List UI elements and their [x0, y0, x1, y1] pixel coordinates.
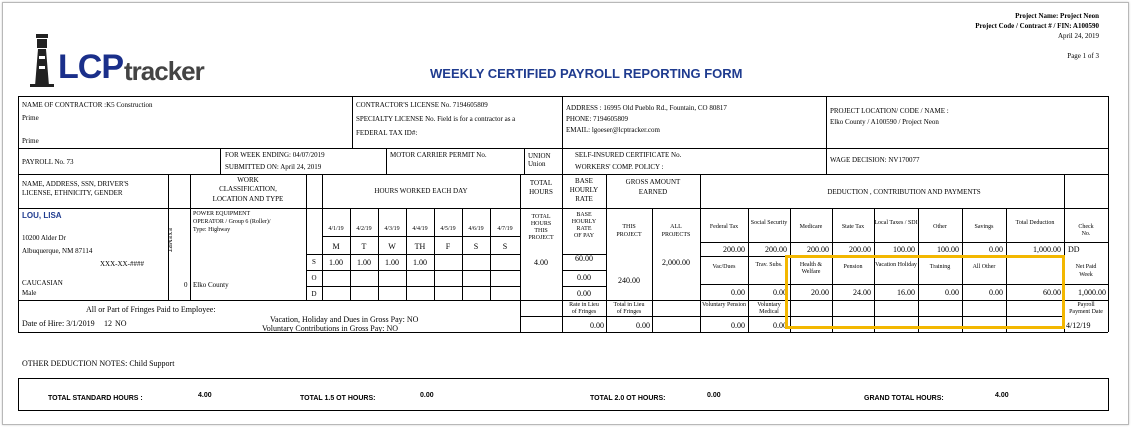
other-deduction-notes: OTHER DEDUCTION NOTES: Child Support: [22, 359, 175, 368]
total-standard-label: TOTAL STANDARD HOURS :: [48, 395, 143, 402]
date-cell: 4/5/19: [440, 226, 456, 232]
deduction-header-cell: Vac/Dues: [712, 264, 736, 270]
work-class-2: OPERATOR / Group 6 (Roller)/: [193, 219, 271, 225]
union-value: Union: [528, 160, 546, 168]
rate-straight: 60.00: [575, 254, 593, 263]
deduction-value: 200.00: [807, 245, 829, 254]
check-number-value: DD: [1068, 245, 1080, 254]
form-title: WEEKLY CERTIFIED PAYROLL REPORTING FORM: [430, 66, 743, 81]
deduction-header-cell: Federal Tax: [709, 224, 739, 230]
date-cell: 4/7/19: [497, 226, 513, 232]
deduction-header-cell: Voluntary Pension: [701, 302, 747, 308]
work-class-1: POWER EQUIPMENT: [193, 211, 251, 217]
grand-total-label: GRAND TOTAL HOURS:: [864, 395, 944, 402]
motor-carrier-permit: MOTOR CARRIER PERMIT No.: [390, 151, 487, 159]
deduction-header-cell: State Tax: [841, 224, 865, 230]
day-cell: W: [388, 242, 396, 251]
project-name: Project Name: Project Neon: [1015, 12, 1099, 20]
this-project-value: 240.00: [618, 276, 640, 285]
deduction-header-cell: Total Deduction: [1015, 220, 1055, 226]
net-paid-header-1: Net Paid: [1075, 264, 1097, 270]
vacation-dues: Vacation, Holiday and Dues in Gross Pay: NO: [270, 315, 419, 324]
total-project-header-1: TOTAL: [531, 214, 551, 220]
work-class-header-1: WORK: [237, 176, 259, 184]
fringe-lieu-header-1: Rate in Lieu: [569, 302, 599, 308]
federal-tax-id: FEDERAL TAX ID#:: [356, 129, 418, 137]
highlight-box: [785, 255, 1065, 329]
deduction-value: 1,000.00: [1033, 245, 1061, 254]
total-ot15-label: TOTAL 1.5 OT HOURS:: [300, 395, 376, 402]
submitted-on: SUBMITTED ON: April 24, 2019: [225, 163, 322, 171]
employee-address-2: Albuquerque, NM 87114: [22, 247, 93, 255]
deduction-value: 100.00: [893, 245, 915, 254]
name-column-header-1: NAME, ADDRESS, SSN, DRIVER'S: [22, 180, 129, 188]
date-of-hire: Date of Hire: 3/1/2019: [22, 319, 95, 328]
contractor-license: CONTRACTOR'S LICENSE No. 7194605809: [356, 101, 488, 109]
all-projects-value: 2,000.00: [662, 258, 690, 267]
page-number: Page 1 of 3: [1067, 52, 1099, 60]
voluntary-contributions: Voluntary Contributions in Gross Pay: NO: [262, 324, 399, 333]
deduction-value: 60.00: [1043, 288, 1061, 297]
this-project-header-1: THIS: [622, 224, 636, 230]
deduction-header-cell: Training: [929, 264, 951, 270]
total-project-header-3: THIS: [534, 228, 548, 234]
deduction-header-cell: Trav. Subs.: [755, 262, 783, 268]
self-insured-cert: SELF-INSURED CERTIFICATE No.: [575, 151, 682, 159]
payroll-date-header-2: Payment Date: [1069, 309, 1103, 315]
row-straight: S: [312, 258, 316, 266]
hours-cell: 1.00: [329, 258, 343, 267]
base-rate-header-3: RATE: [575, 195, 593, 203]
fringe-total-header-2: of Fringes: [616, 309, 642, 315]
date-cell: 4/4/19: [412, 226, 428, 232]
logo-lcp: LCP: [58, 48, 123, 86]
contractor-name: NAME OF CONTRACTOR :K5 Construction: [22, 101, 153, 109]
day-cell: S: [502, 242, 508, 251]
work-class-header-3: LOCATION AND TYPE: [212, 195, 284, 203]
fringe-lieu-value: 0.00: [590, 321, 604, 330]
employee-gender: Male: [22, 289, 37, 297]
work-class-header-2: CLASSIFICATION,: [219, 185, 277, 193]
hire-twelve: 12: [104, 319, 112, 328]
deduction-value: 0.00: [773, 288, 787, 297]
payroll-date-header-1: Payroll: [1077, 302, 1095, 308]
name-column-header-2: LICENSE, ETHNICITY, GENDER: [22, 189, 123, 197]
rate-double: 0.00: [577, 289, 591, 298]
specialty-license: SPECIALTY LICENSE No. Field is for a contractor as a: [356, 115, 516, 123]
wage-decision: WAGE DECISION: NV170077: [830, 156, 920, 164]
total-hours-header-1: TOTAL: [529, 179, 553, 187]
day-cell: M: [332, 242, 340, 251]
this-project-header-2: PROJECT: [616, 232, 642, 238]
check-number-header-2: No.: [1081, 231, 1091, 237]
phone: PHONE: 7194605809: [566, 115, 629, 123]
exempt-value: 0: [184, 281, 188, 289]
hours-worked-header: HOURS WORKED EACH DAY: [374, 187, 468, 195]
deduction-value: 0.00: [945, 288, 959, 297]
total-hours-value: 4.00: [534, 258, 548, 267]
project-code: Project Code / Contract # / FIN: A100590: [975, 22, 1099, 30]
deduction-header-cell: Other: [933, 224, 947, 230]
fringe-total-value: 0.00: [636, 321, 650, 330]
employee-name: LOU, LISA: [22, 211, 62, 220]
deduction-header-cell: Local Taxes / SDI: [874, 220, 918, 226]
rate-header-2: HOURLY: [571, 219, 597, 225]
row-overtime: O: [311, 274, 317, 282]
deduction-value: 24.00: [853, 288, 871, 297]
work-class-3: Type: Highway: [193, 227, 231, 233]
total-hours-header-2: HOURS: [529, 188, 553, 196]
deduction-header-cell: Voluntary Medical: [757, 302, 781, 315]
all-projects-header-2: PROJECTS: [661, 232, 691, 238]
fringes-paid-label: All or Part of Fringes Paid to Employee:: [86, 305, 216, 314]
deduction-header-cell: Pension: [843, 264, 863, 270]
week-ending: FOR WEEK ENDING: 04/07/2019: [225, 151, 325, 159]
total-project-header-4: PROJECT: [528, 235, 554, 241]
project-location-label: PROJECT LOCATION/ CODE / NAME :: [830, 107, 949, 115]
logo-tracker: tracker: [124, 56, 204, 86]
union-label: UNION: [528, 152, 551, 160]
payroll-number: PAYROLL No. 73: [22, 158, 74, 166]
gross-amount-header-1: GROSS AMOUNT: [625, 178, 681, 186]
grand-total-value: 4.00: [995, 392, 1009, 399]
deduction-value: 200.00: [849, 245, 871, 254]
hours-cell: 1.00: [357, 258, 371, 267]
base-rate-header-2: HOURLY: [569, 186, 599, 194]
deduction-header: DEDUCTION , CONTRIBUTION AND PAYMENTS: [827, 188, 981, 196]
rate-overtime: 0.00: [577, 273, 591, 282]
email: EMAIL: lgoeser@lcptracker.com: [566, 126, 660, 134]
workers-comp-policy: WORKERS' COMP. POLICY :: [575, 163, 664, 171]
deduction-value: 20.00: [811, 288, 829, 297]
rate-header-3: RATE: [576, 226, 592, 232]
deduction-value: 0.00: [989, 288, 1003, 297]
address: ADDRESS : 16995 Old Pueblo Rd., Fountain, CO 80817: [566, 104, 727, 112]
day-cell: T: [361, 242, 367, 251]
day-cell: F: [445, 242, 451, 251]
net-paid-value: 1,000.00: [1078, 288, 1106, 297]
lcptracker-logo: [26, 30, 226, 90]
employee-ssn: XXX-XX-####: [100, 260, 144, 268]
hours-cell: 1.00: [385, 258, 399, 267]
hire-no: NO: [115, 319, 127, 328]
fringe-total-header-1: Total in Lieu: [613, 302, 645, 308]
day-cell: TH: [414, 242, 426, 251]
rate-header-4: OF PAY: [573, 233, 595, 239]
all-projects-header-1: ALL: [670, 224, 682, 230]
date-cell: 4/1/19: [328, 226, 344, 232]
prime-2: Prime: [22, 137, 39, 145]
deduction-header-cell: Health & Welfare: [799, 262, 823, 275]
project-location-value: Elko County / A100590 / Project Neon: [830, 118, 939, 126]
work-location: Elko County: [193, 281, 229, 289]
payroll-date-value: 4/12/19: [1066, 321, 1091, 330]
total-ot20-label: TOTAL 2.0 OT HOURS:: [590, 395, 666, 402]
gross-amount-header-2: EARNED: [638, 188, 668, 196]
row-double: D: [311, 290, 317, 298]
total-standard-value: 4.00: [198, 392, 212, 399]
report-date: April 24, 2019: [1057, 32, 1099, 40]
prime-1: Prime: [22, 114, 39, 122]
day-cell: S: [473, 242, 479, 251]
deduction-value: 200.00: [723, 245, 745, 254]
deduction-value: 0.00: [731, 321, 745, 330]
deduction-value: 0.00: [773, 321, 787, 330]
exempt-label: EXEMPT: [166, 228, 172, 252]
net-paid-header-2: Week: [1079, 272, 1093, 278]
deduction-value: 0.00: [731, 288, 745, 297]
deduction-header-cell: Savings: [974, 224, 994, 230]
total-ot20-value: 0.00: [707, 392, 721, 399]
date-cell: 4/6/19: [468, 226, 484, 232]
employee-ethnicity: CAUCASIAN: [22, 279, 63, 287]
total-project-header-2: HOURS: [530, 221, 552, 227]
rate-header-1: BASE: [576, 212, 592, 218]
deduction-header-cell: All Other: [972, 264, 996, 270]
deduction-header-cell: Vacation Holiday: [875, 262, 917, 268]
date-cell: 4/3/19: [384, 226, 400, 232]
check-number-header-1: Check: [1078, 224, 1094, 230]
deduction-value: 100.00: [937, 245, 959, 254]
fringe-lieu-header-2: of Fringes: [571, 309, 597, 315]
deduction-value: 16.00: [897, 288, 915, 297]
deduction-value: 200.00: [765, 245, 787, 254]
total-ot15-value: 0.00: [420, 392, 434, 399]
hours-cell: 1.00: [413, 258, 427, 267]
deduction-header-cell: Social Security: [750, 220, 788, 226]
deduction-header-cell: Medicare: [799, 224, 823, 230]
deduction-value: 0.00: [989, 245, 1003, 254]
date-cell: 4/2/19: [356, 226, 372, 232]
base-rate-header-1: BASE: [575, 177, 593, 185]
employee-address-1: 10200 Alder Dr: [22, 234, 66, 242]
